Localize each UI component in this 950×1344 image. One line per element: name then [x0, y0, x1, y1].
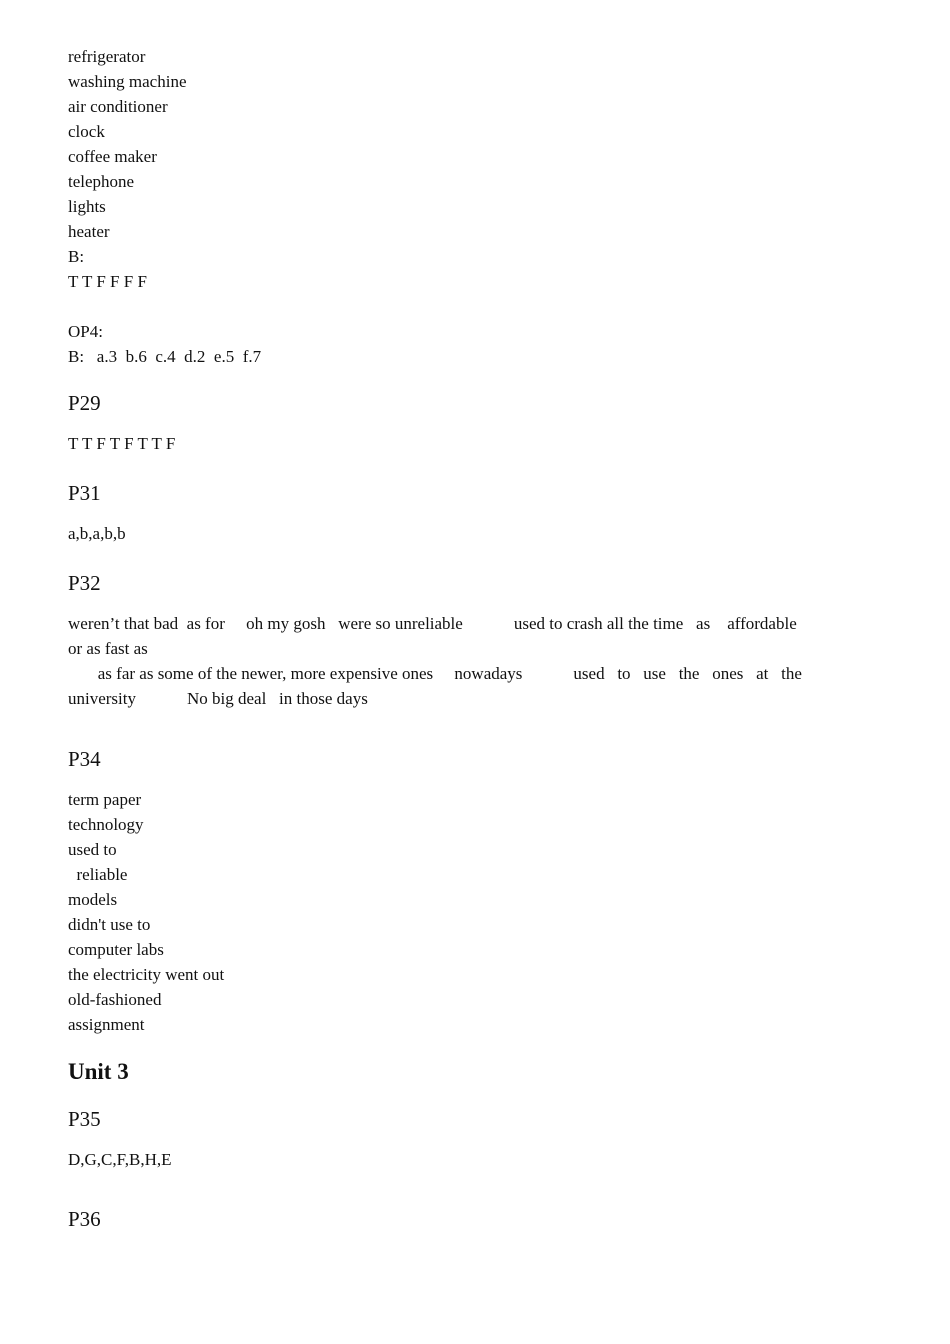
document-page — [68, 44, 882, 1232]
op4-label: OP4: — [68, 322, 103, 341]
list-item: telephone — [68, 172, 135, 191]
list-item: didn't use to — [68, 915, 151, 934]
p32-answers — [68, 611, 882, 711]
p32-line: or as fast as — [68, 639, 148, 658]
list-item: term paper — [68, 790, 142, 809]
p35-heading: P35 — [68, 1107, 101, 1131]
p31-heading: P31 — [68, 481, 101, 505]
list-item: coffee maker — [68, 147, 157, 166]
list-item: washing machine — [68, 72, 187, 91]
list-item: technology — [68, 815, 144, 834]
p32-line: university No big deal in those days — [68, 689, 368, 708]
list-item: refrigerator — [68, 47, 146, 66]
list-item: computer labs — [68, 940, 164, 959]
list-item: old-fashioned — [68, 990, 162, 1009]
list-item: air conditioner — [68, 97, 168, 116]
list-item: the electricity went out — [68, 965, 225, 984]
list-item: heater — [68, 222, 110, 241]
p34-heading: P34 — [68, 747, 101, 771]
b-answers: T T F F F F — [68, 272, 147, 291]
p31-answers: a,b,a,b,b — [68, 524, 126, 543]
p35-answers: D,G,C,F,B,H,E — [68, 1150, 172, 1169]
list-item: models — [68, 890, 118, 909]
list-item: assignment — [68, 1015, 145, 1034]
p29-answers: T T F T F T T F — [68, 434, 176, 453]
unit-3-heading: Unit 3 — [68, 1059, 129, 1084]
vocabulary-list — [68, 44, 882, 244]
op4-answers: B: a.3 b.6 c.4 d.2 e.5 f.7 — [68, 347, 262, 366]
list-item: clock — [68, 122, 105, 141]
p32-line: as far as some of the newer, more expensive ones nowadays used to use the ones at the — [68, 664, 802, 683]
p32-line: weren’t that bad as for oh my gosh were so unreliable used to crash all the time as affordable — [68, 614, 797, 633]
p32-heading: P32 — [68, 571, 101, 595]
p36-heading: P36 — [68, 1207, 101, 1231]
list-item: used to — [68, 840, 117, 859]
p34-list — [68, 787, 882, 1037]
p29-heading: P29 — [68, 391, 101, 415]
list-item: reliable — [68, 865, 128, 884]
list-item: lights — [68, 197, 106, 216]
b-label: B: — [68, 247, 85, 266]
